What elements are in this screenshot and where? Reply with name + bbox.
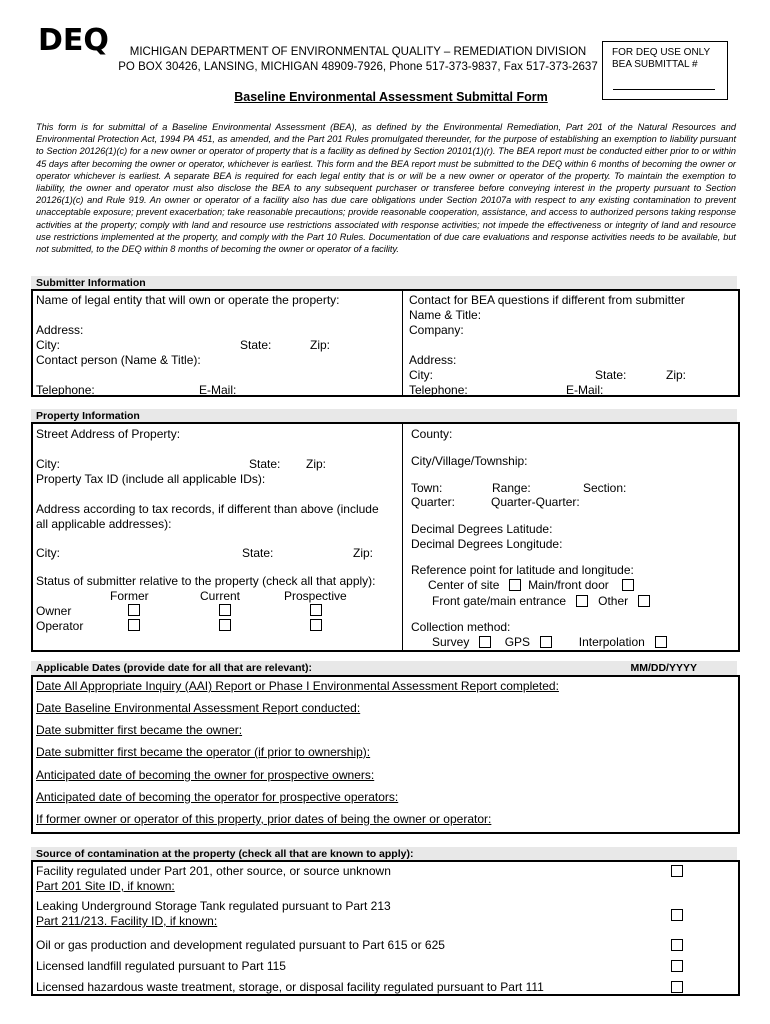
legal-entity-field[interactable]: Name of legal entity that will own or operate the property:	[36, 293, 340, 307]
property-zip-field[interactable]: Zip:	[306, 457, 327, 471]
bea-contact-label: Contact for BEA questions if different from submitter	[409, 293, 685, 307]
deq-use-label: FOR DEQ USE ONLY	[612, 47, 711, 58]
other-label: Other	[598, 594, 629, 608]
oil-gas-checkbox[interactable]	[671, 939, 683, 951]
section-field[interactable]: Section:	[583, 481, 627, 495]
quarter-quarter-field[interactable]: Quarter-Quarter:	[491, 495, 580, 509]
contact-person-field[interactable]: Contact person (Name & Title):	[36, 353, 201, 367]
logo-text: DEQ	[38, 23, 109, 56]
contact-email-field[interactable]: E-Mail:	[566, 383, 604, 397]
email-field[interactable]: E-Mail:	[199, 383, 237, 397]
collection-method-label: Collection method:	[411, 620, 511, 634]
landfill-label: Licensed landfill regulated pursuant to Part 115	[36, 959, 286, 973]
latitude-field[interactable]: Decimal Degrees Latitude:	[411, 522, 553, 536]
owner-current-checkbox[interactable]	[219, 604, 231, 616]
contact-address-field[interactable]: Address:	[409, 353, 457, 367]
property-heading: Property Information	[31, 409, 737, 423]
city-village-field[interactable]: City/Village/Township:	[411, 454, 528, 468]
date-aai-report-field[interactable]: Date All Appropriate Inquiry (AAI) Report or Phase I Environmental Assessment Report completed:	[36, 679, 559, 693]
owner-prospective-checkbox[interactable]	[310, 604, 322, 616]
bea-submittal-label: BEA SUBMITTAL #	[612, 59, 698, 70]
facility-part201-checkbox[interactable]	[671, 865, 683, 877]
contact-state-field[interactable]: State:	[595, 368, 627, 382]
survey-label: Survey	[432, 635, 470, 649]
lust-part213-checkbox[interactable]	[671, 909, 683, 921]
interpolation-checkbox[interactable]	[655, 636, 667, 648]
landfill-checkbox[interactable]	[671, 960, 683, 972]
longitude-field[interactable]: Decimal Degrees Longitude:	[411, 537, 563, 551]
deq-logo	[38, 22, 110, 56]
part211-213-facility-id-field[interactable]: Part 211/213. Facility ID, if known:	[36, 914, 218, 928]
source-section	[31, 860, 740, 996]
date-bea-conducted-field[interactable]: Date Baseline Environmental Assessment Report conducted:	[36, 701, 361, 715]
property-state-field[interactable]: State:	[249, 457, 281, 471]
facility-part201-label: Facility regulated under Part 201, other source, or source unknown	[36, 864, 391, 878]
center-of-site-option[interactable]	[428, 578, 634, 592]
other-checkbox[interactable]	[638, 595, 650, 607]
oil-gas-label: Oil or gas production and development regulated pursuant to Part 615 or 625	[36, 938, 445, 952]
gps-checkbox[interactable]	[540, 636, 552, 648]
operator-current-checkbox[interactable]	[219, 619, 231, 631]
interpolation-label: Interpolation	[578, 635, 645, 649]
quarter-field[interactable]: Quarter:	[411, 495, 456, 509]
state-field[interactable]: State:	[240, 338, 272, 352]
tax-zip-field[interactable]: Zip:	[353, 546, 374, 560]
operator-prospective-checkbox[interactable]	[310, 619, 322, 631]
dates-section	[31, 675, 740, 834]
front-gate-label: Front gate/main entrance	[432, 594, 567, 608]
tax-id-field[interactable]: Property Tax ID (include all applicable IDs):	[36, 472, 266, 486]
date-format-label: MM/DD/YYYY	[630, 662, 697, 674]
date-became-owner-field[interactable]: Date submitter first became the owner:	[36, 723, 243, 737]
operator-former-checkbox[interactable]	[128, 619, 140, 631]
former-column-label: Former	[110, 589, 149, 603]
collection-method-options[interactable]	[432, 635, 667, 649]
owner-former-checkbox[interactable]	[128, 604, 140, 616]
main-front-door-checkbox[interactable]	[622, 579, 634, 591]
part201-site-id-field[interactable]: Part 201 Site ID, if known:	[36, 879, 175, 893]
submitter-heading: Submitter Information	[31, 276, 737, 290]
reference-point-label: Reference point for latitude and longitude:	[411, 563, 634, 577]
agency-contact: PO BOX 30426, LANSING, MICHIGAN 48909-7926, Phone 517-373-9837, Fax 517-373-2637	[118, 61, 598, 73]
town-field[interactable]: Town:	[411, 481, 443, 495]
contact-telephone-field[interactable]: Telephone:	[409, 383, 468, 397]
date-prospective-operator-field[interactable]: Anticipated date of becoming the operator for prospective operators:	[36, 790, 399, 804]
zip-field[interactable]: Zip:	[310, 338, 331, 352]
name-title-field[interactable]: Name & Title:	[409, 308, 482, 322]
center-of-site-label: Center of site	[428, 578, 500, 592]
tax-state-field[interactable]: State:	[242, 546, 274, 560]
telephone-field[interactable]: Telephone:	[36, 383, 95, 397]
column-divider	[402, 291, 403, 395]
agency-name: MICHIGAN DEPARTMENT OF ENVIRONMENTAL QUALITY – REMEDIATION DIVISION	[129, 46, 587, 58]
contact-city-field[interactable]: City:	[409, 368, 433, 382]
owner-row-label: Owner	[36, 604, 72, 618]
front-gate-checkbox[interactable]	[576, 595, 588, 607]
property-city-field[interactable]: City:	[36, 457, 60, 471]
range-field[interactable]: Range:	[492, 481, 531, 495]
operator-row-label: Operator	[36, 619, 84, 633]
prospective-column-label: Prospective	[284, 589, 347, 603]
status-label: Status of submitter relative to the property (check all that apply):	[36, 574, 376, 588]
current-column-label: Current	[200, 589, 241, 603]
lust-part213-label: Leaking Underground Storage Tank regulated pursuant to Part 213	[36, 899, 391, 913]
page-title: Baseline Environmental Assessment Submittal Form	[234, 90, 548, 104]
survey-checkbox[interactable]	[479, 636, 491, 648]
submitter-section	[31, 289, 740, 397]
tax-address-label-1: Address according to tax records, if different than above (include	[36, 502, 379, 516]
property-section	[31, 422, 740, 652]
county-field[interactable]: County:	[411, 427, 453, 441]
column-divider	[402, 424, 403, 650]
agency-address	[118, 45, 598, 75]
company-field[interactable]: Company:	[409, 323, 464, 337]
intro-paragraph: This form is for submittal of a Baseline Environmental Assessment (BEA), as defined by the Environmental Remediation, Part 201 of the Natural Resources and Environmental Protection Act, 1994 PA 451, as amended, and the Part 201 Rules promulgated thereunder, for the purpose of establishing an exemption to liability pursuant to Section 20126(1)(c) for a new owner or operator of property that is a facility as defined by Section 20101(1)(r). The BEA report must be conducted either prior to or within 45 days after becoming the owner or operator, whichever is earliest. This form and the BEA report must be submitted to the DEQ within 6 months of becoming the owner or operator whichever is earliest. A separate BEA is required for each legal entity that is or will be a new owner or operator of the property. To maintain the exemption to liability, the owner and operator must also disclose the BEA to any subsequent purchaser or transferee before conveying interest in the property pursuant to Section 20126(1)(c) and Rule 919. An owner or operator of a facility also has due care obligations under Section 20107a with respect to any existing contamination to prevent unacceptable exposure; prevent exacerbation; take reasonable precautions; provide reasonable cooperation, assistance, and access to authorized persons taking response activities at the property; comply with land and resource use restrictions associated with response activities; not impede the effectiveness or integrity of land and resource use restrictions implemented at the property, and comply with the Part 10 Rules. Documentation of due care evaluations and response activities needs to be available, but not submitted, to the DEQ within 8 months of becoming the owner or operator of a facility.	[36, 122, 736, 255]
tax-address-label-2[interactable]: all applicable addresses):	[36, 517, 172, 531]
main-front-door-label: Main/front door	[528, 578, 609, 592]
date-became-operator-field[interactable]: Date submitter first became the operator (if prior to ownership):	[36, 745, 371, 759]
front-gate-option[interactable]	[432, 594, 650, 608]
city-field[interactable]: City:	[36, 338, 60, 352]
gps-label: GPS	[504, 635, 531, 649]
contact-zip-field[interactable]: Zip:	[666, 368, 687, 382]
date-prospective-owner-field[interactable]: Anticipated date of becoming the owner for prospective owners:	[36, 768, 375, 782]
tax-city-field[interactable]: City:	[36, 546, 60, 560]
center-of-site-checkbox[interactable]	[509, 579, 521, 591]
hazardous-waste-checkbox[interactable]	[671, 981, 683, 993]
hazardous-waste-label: Licensed hazardous waste treatment, storage, or disposal facility regulated pursuant to Part 111	[36, 980, 544, 994]
address-field[interactable]: Address:	[36, 323, 84, 337]
date-former-owner-operator-field[interactable]: If former owner or operator of this property, prior dates of being the owner or operator:	[36, 812, 492, 826]
source-heading: Source of contamination at the property (check all that are known to apply):	[31, 847, 737, 861]
dates-heading: Applicable Dates (provide date for all that are relevant): MM/DD/YYYY	[31, 661, 737, 675]
street-address-field[interactable]: Street Address of Property:	[36, 427, 181, 441]
